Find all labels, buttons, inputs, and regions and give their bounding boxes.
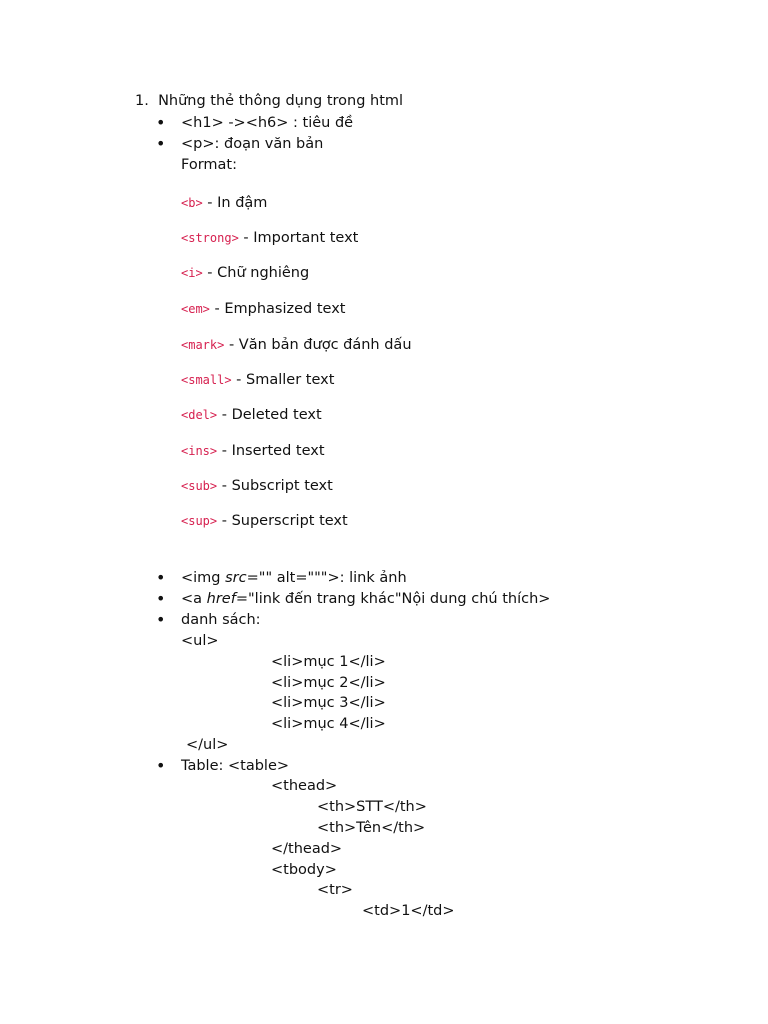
bullet-marker: • <box>156 589 166 608</box>
format-desc: - Emphasized text <box>209 301 346 317</box>
format-tag: <strong> <box>181 231 239 245</box>
bullet-marker: • <box>156 113 166 132</box>
format-item <box>181 477 333 495</box>
anchor-attr: href <box>206 591 236 607</box>
thead-close: </thead> <box>271 841 343 857</box>
format-tag: <sub> <box>181 479 218 493</box>
format-item <box>181 264 309 282</box>
li-line: <li>mục 3</li> <box>271 695 386 711</box>
format-tag: <i> <box>181 266 203 280</box>
item-h-tags: <h1> -><h6> : tiêu đề <box>181 115 354 131</box>
format-tag: <em> <box>181 302 210 316</box>
li-line: <li>mục 1</li> <box>271 654 386 670</box>
thead-open: <thead> <box>271 778 338 794</box>
format-desc: - Smaller text <box>231 372 335 388</box>
format-desc: - In đậm <box>202 195 268 211</box>
th-line: <th>STT</th> <box>317 799 427 815</box>
tr-open: <tr> <box>317 882 353 898</box>
format-tag: <small> <box>181 373 232 387</box>
bullet-marker: • <box>156 134 166 153</box>
format-desc: - Inserted text <box>217 443 325 459</box>
heading-number: 1. <box>135 93 149 109</box>
section-heading <box>135 92 403 110</box>
anchor-pre: <a <box>181 591 207 607</box>
format-item <box>181 229 358 247</box>
format-tag: <b> <box>181 196 203 210</box>
format-tag: <sup> <box>181 514 218 528</box>
item-p-tag: <p>: đoạn văn bản <box>181 136 324 152</box>
img-attr: src <box>225 570 247 586</box>
format-item <box>181 442 325 460</box>
format-tag: <mark> <box>181 338 225 352</box>
format-desc: - Chữ nghiêng <box>202 265 310 281</box>
td-line: <td>1</td> <box>362 903 455 919</box>
list-label: danh sách: <box>181 612 261 628</box>
format-item <box>181 336 412 354</box>
img-pre: <img <box>181 570 226 586</box>
anchor-post: ="link đến trang khác"Nội dung chú thích> <box>235 591 551 607</box>
format-label: Format: <box>181 157 237 173</box>
format-item <box>181 194 267 212</box>
format-item <box>181 406 322 424</box>
format-desc: - Deleted text <box>217 407 322 423</box>
bullet-marker: • <box>156 756 166 775</box>
format-desc: - Superscript text <box>217 513 348 529</box>
format-tag: <ins> <box>181 444 218 458</box>
format-tag: <del> <box>181 408 218 422</box>
li-line: <li>mục 2</li> <box>271 675 386 691</box>
tbody-open: <tbody> <box>271 862 337 878</box>
format-desc: - Important text <box>238 230 359 246</box>
table-label: Table: <table> <box>181 758 290 774</box>
li-line: <li>mục 4</li> <box>271 716 386 732</box>
format-desc: - Văn bản được đánh dấu <box>224 337 412 353</box>
img-post: ="" alt=""">: link ảnh <box>246 570 407 586</box>
th-line: <th>Tên</th> <box>317 820 426 836</box>
ul-close: </ul> <box>186 737 229 753</box>
format-item <box>181 371 334 389</box>
format-item <box>181 512 348 530</box>
ul-open: <ul> <box>181 633 219 649</box>
bullet-marker: • <box>156 610 166 629</box>
heading-text: Những thẻ thông dụng trong html <box>158 93 404 109</box>
item-img <box>181 569 407 587</box>
format-desc: - Subscript text <box>217 478 333 494</box>
item-anchor <box>181 590 550 608</box>
bullet-marker: • <box>156 568 166 587</box>
format-item <box>181 300 345 318</box>
